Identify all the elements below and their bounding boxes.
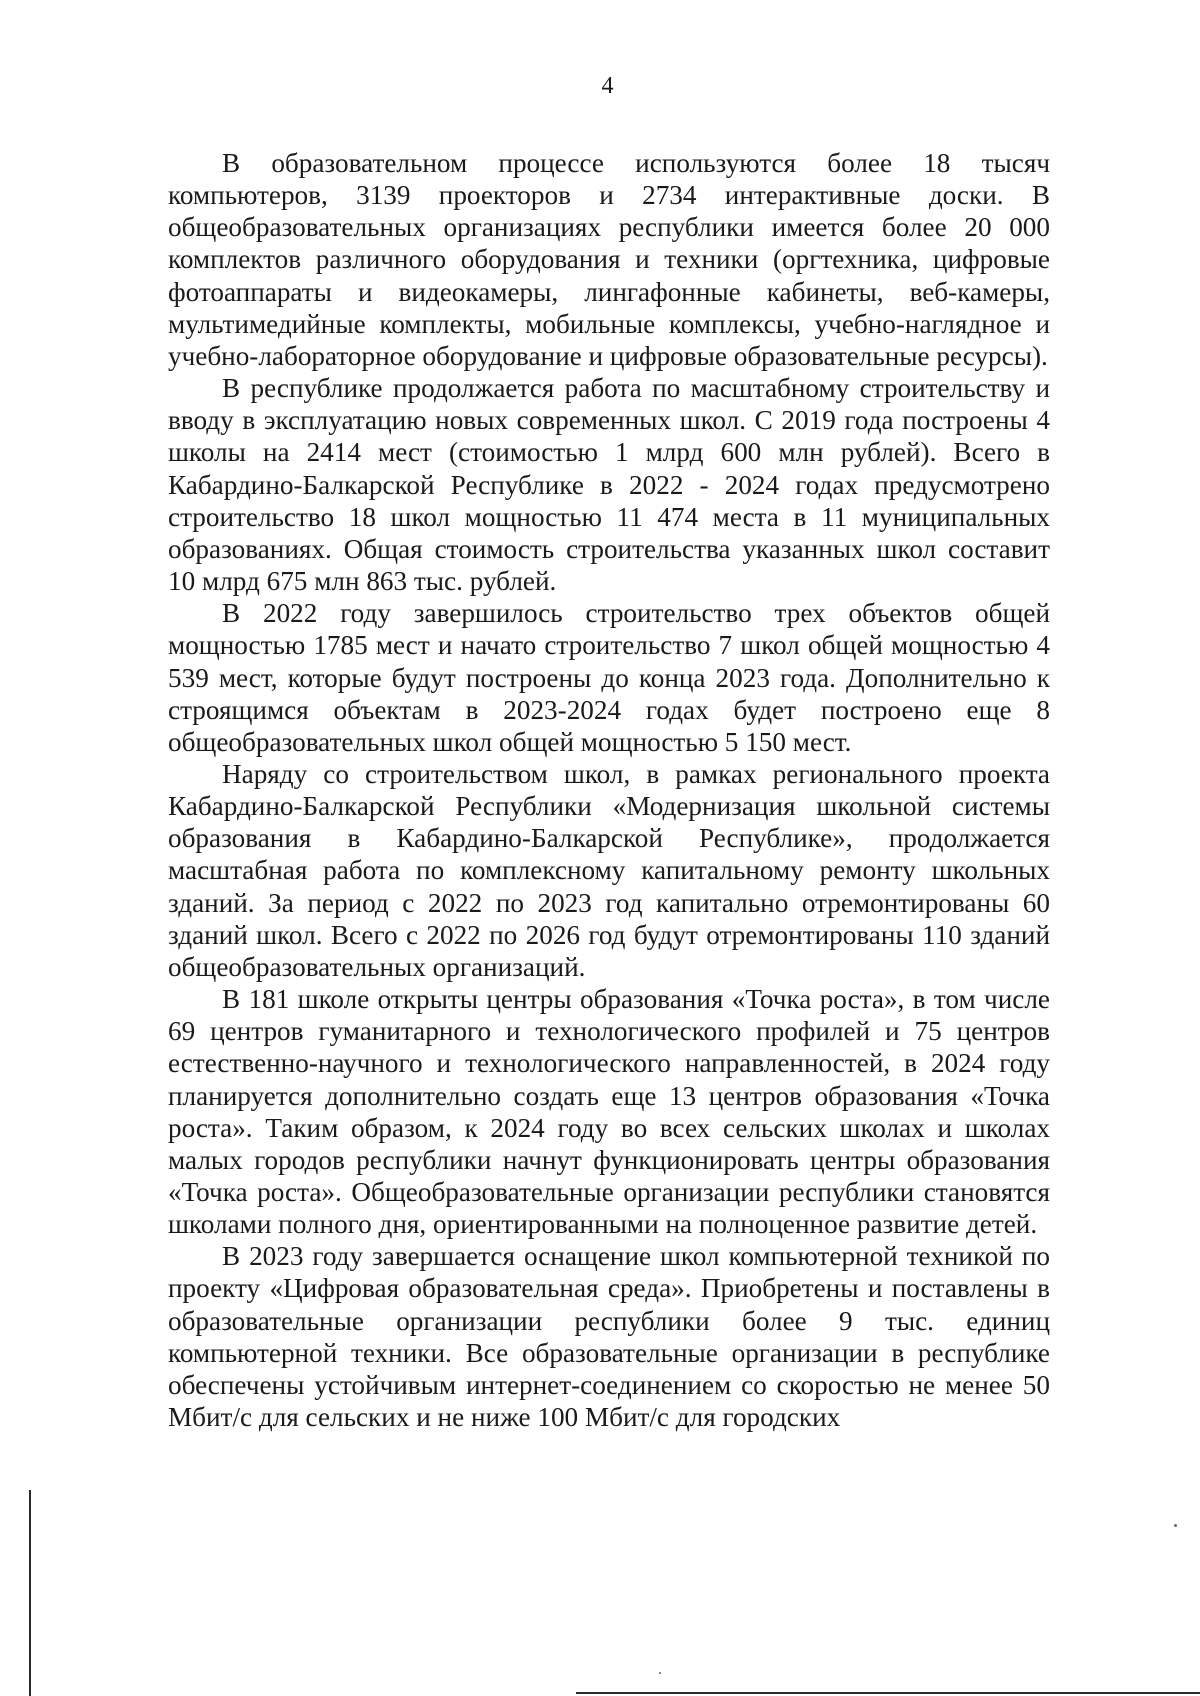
scan-speck: [659, 1672, 661, 1674]
paragraph-capital-repair: Наряду со строительством школ, в рамках регионального проекта Кабардино-Балкарской Республики «Модернизация школьной системы образования в Кабардино-Балкарской Республике», продолжается масштабная работа по комплексному капитальному ремонту школьных зданий. За период с 2022 по 2023 год капитально отремонтированы 60 зданий школ. Всего с 2022 по 2026 год будут отремонтированы 110 зданий общеобразовательных организаций.: [168, 758, 1050, 982]
paragraph-digital-environment: В 2023 году завершается оснащение школ компьютерной техникой по проекту «Цифровая образовательная среда». Приобретены и поставлены в образовательные организации республики более 9 тыс. единиц компьютерной техники. Все образовательные организации в республике обеспечены устойчивым интернет-соединением со скоростью не менее 50 Мбит/с для сельских и не ниже 100 Мбит/с для городских: [168, 1241, 1050, 1433]
scan-edge-left: [29, 1490, 31, 1696]
body-text: [168, 147, 1050, 1433]
page-number: 4: [601, 73, 614, 99]
paragraph-equipment: В образовательном процессе используются более 18 тысяч компьютеров, 3139 проекторов и 2734 интерактивные доски. В общеобразовательных организациях республики имеется более 20 000 комплектов различного оборудования и техники (оргтехника, цифровые фотоаппараты и видеокамеры, лингафонные кабинеты, веб-камеры, мультимедийные комплекты, мобильные комплексы, учебно-наглядное и учебно-лабораторное оборудование и цифровые образовательные ресурсы).: [168, 148, 1050, 371]
paragraph-2022-construction: В 2022 году завершилось строительство трех объектов общей мощностью 1785 мест и начато строительство 7 школ общей мощностью 4 539 мест, которые будут построены до конца 2023 года. Дополнительно к строящимся объектам в 2023-2024 годах будет построено еще 8 общеобразовательных школ общей мощностью 5 150 мест.: [168, 598, 1050, 757]
paragraph-school-construction: В республике продолжается работа по масштабному строительству и вводу в эксплуатацию новых современных школ. С 2019 года построены 4 школы на 2414 мест (стоимостью 1 млрд 600 млн рублей). Всего в Кабардино-Балкарской Республике в 2022 - 2024 годах предусмотрено строительство 18 школ мощностью 11 474 места в 11 муниципальных образованиях. Общая стоимость строительства указанных школ составит 10 млрд 675 млн 863 тыс. рублей.: [168, 373, 1050, 597]
scan-speck: [1174, 1524, 1177, 1527]
scan-edge-bottom: [576, 1692, 1200, 1694]
paragraph-tochka-rosta: В 181 школе открыты центры образования «Точка роста», в том числе 69 центров гуманитарного и технологического профилей и 75 центров естественно-научного и технологического направленностей, в 2024 году планируется дополнительно создать еще 13 центров образования «Точка роста». Таким образом, к 2024 году во всех сельских школах и школах малых городов республики начнут функционировать центры образования «Точка роста». Общеобразовательные организации республики становятся школами полного дня, ориентированными на полноценное развитие детей.: [168, 984, 1050, 1240]
